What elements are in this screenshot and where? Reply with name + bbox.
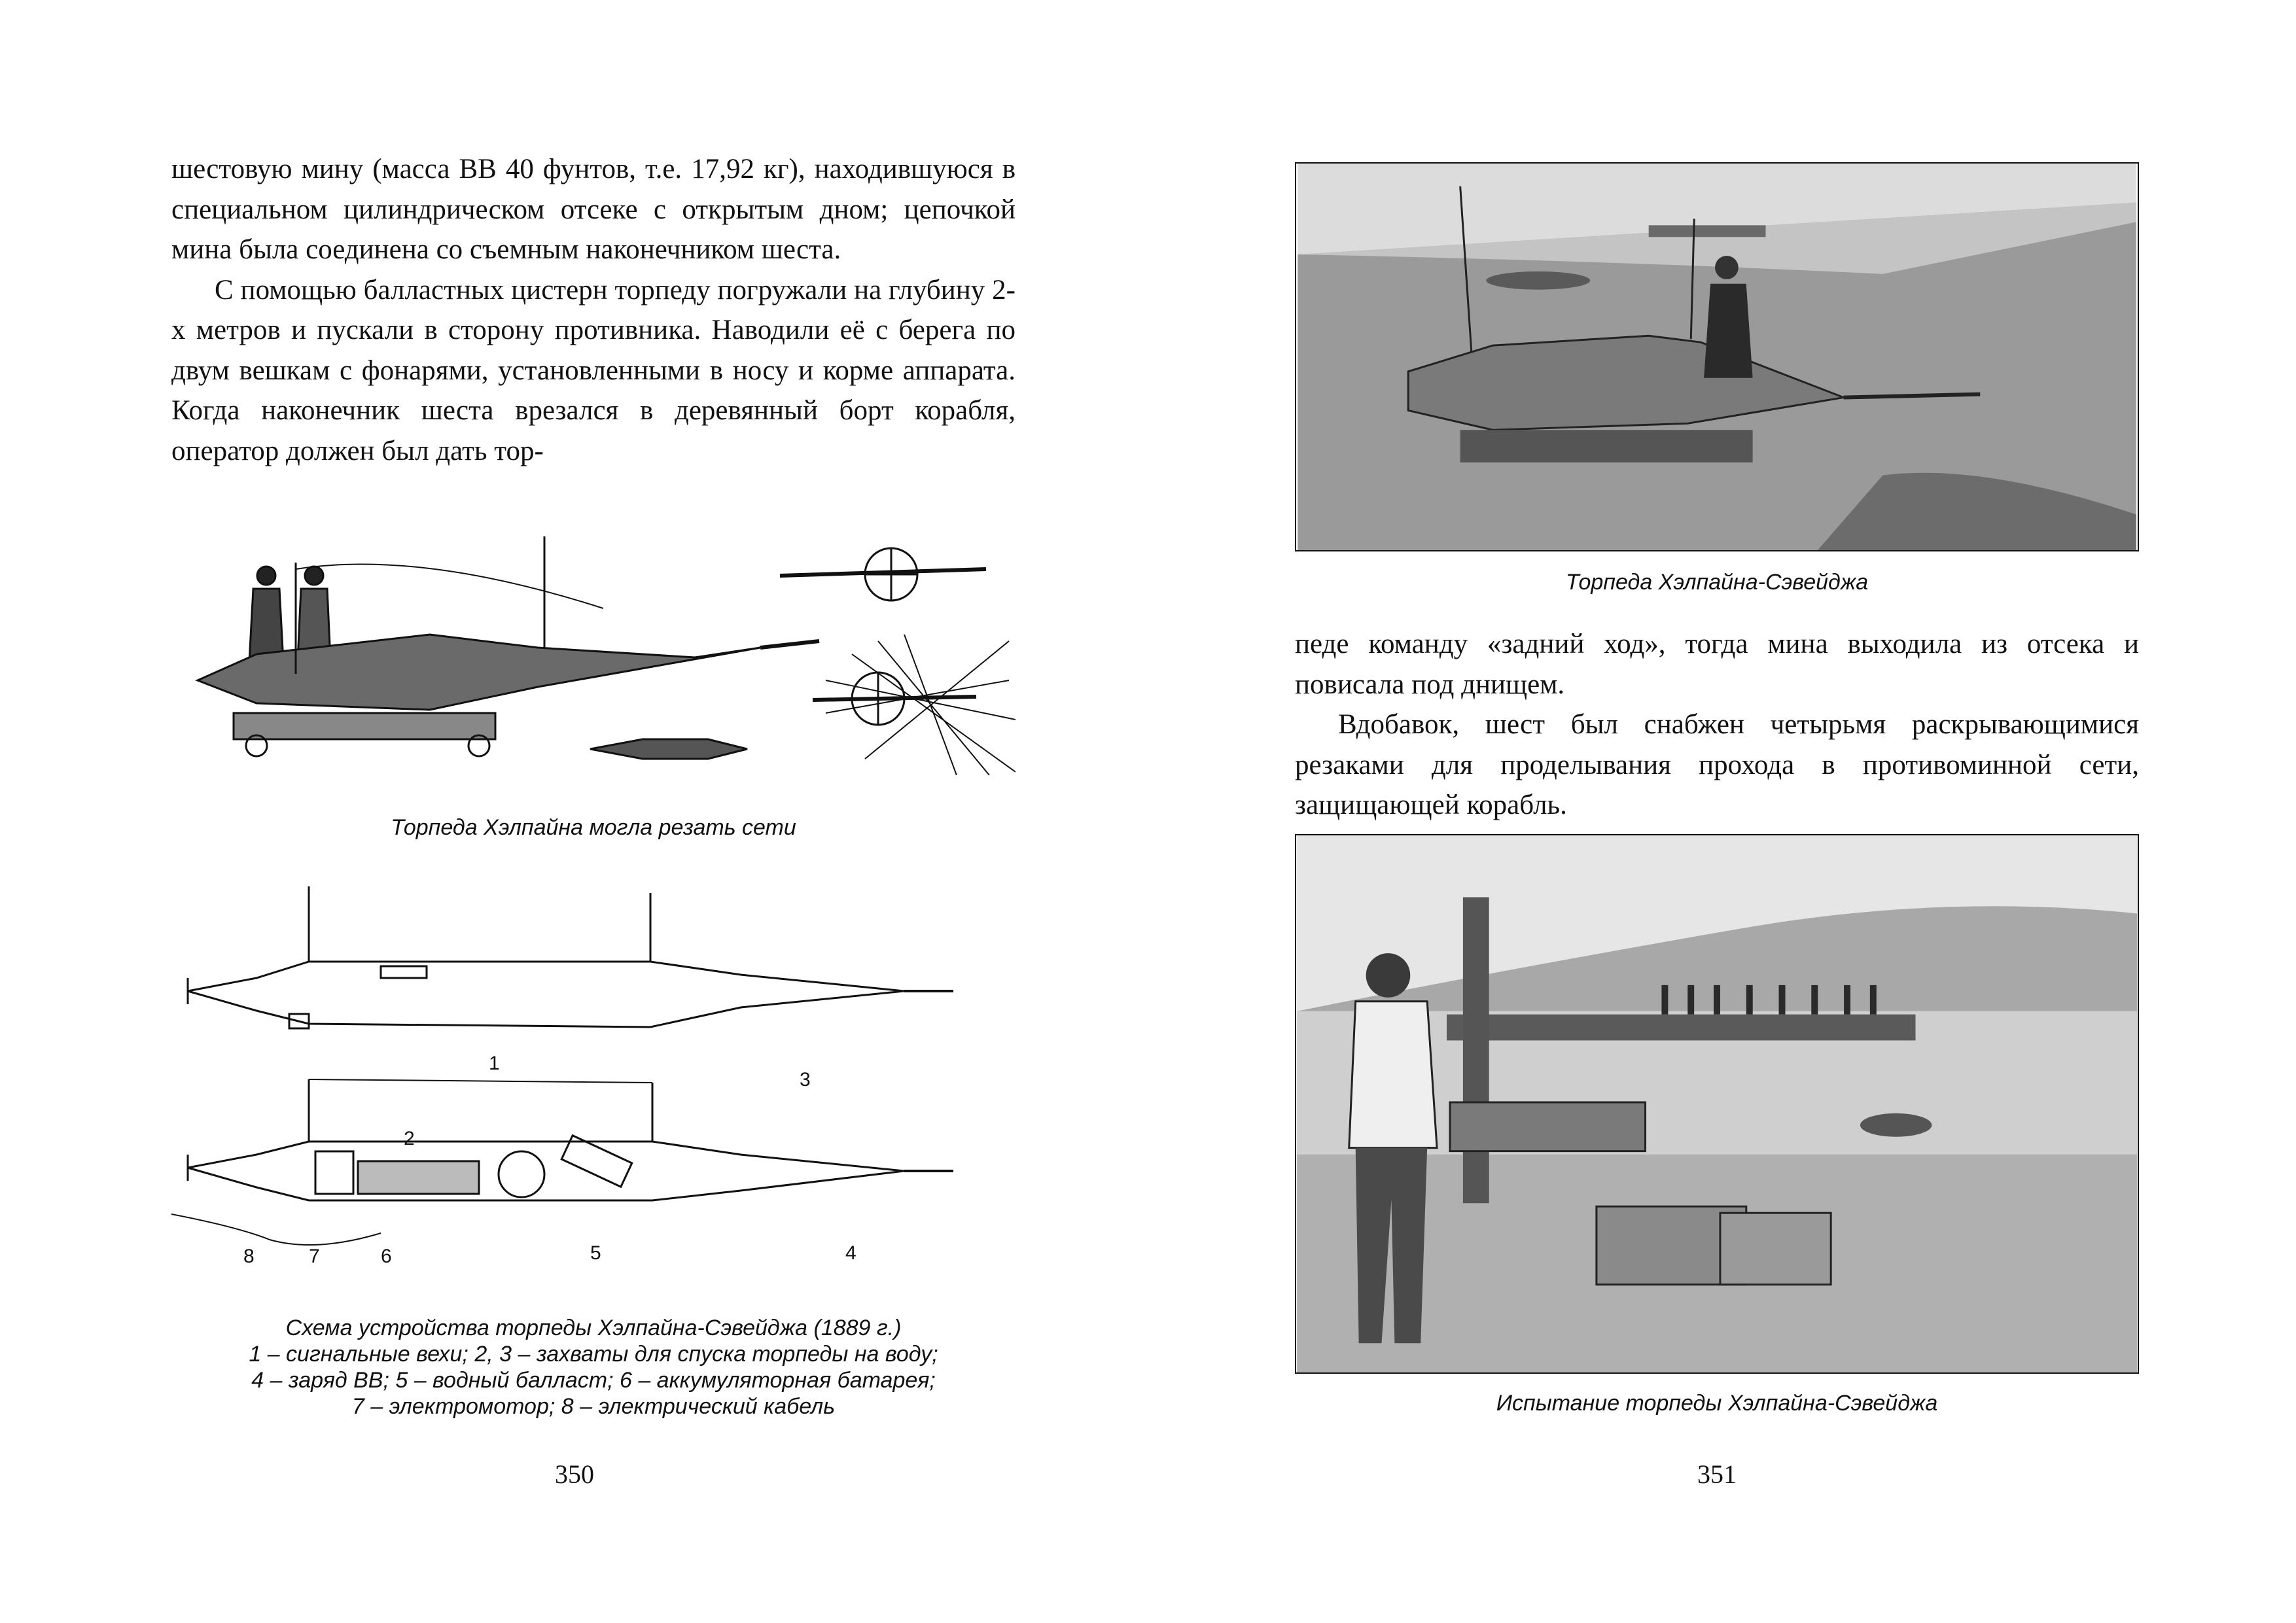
schematic-label-1: 1	[489, 1053, 500, 1074]
pier	[1447, 1015, 1916, 1041]
torpedo-net-cutter-illustration	[171, 523, 1016, 775]
torpedo-photo-drawing	[1296, 164, 2138, 550]
schematic-label-7: 7	[309, 1246, 320, 1267]
right-page	[1148, 0, 2296, 1623]
electromotor	[315, 1151, 353, 1194]
charge-compartment	[561, 1136, 632, 1187]
torpedo-photo	[1295, 162, 2139, 551]
schematic-label-2: 2	[404, 1128, 415, 1149]
figure-2-caption-line-3: 4 – заряд ВВ; 5 – водный балласт; 6 – аккумуляторная батарея;	[251, 1368, 936, 1393]
schematic-label-8: 8	[243, 1246, 255, 1267]
boat	[1860, 1113, 1932, 1137]
battery	[358, 1161, 479, 1194]
schematic-drawing	[171, 886, 1016, 1279]
schematic-label-3: 3	[800, 1069, 811, 1091]
spare-warhead	[590, 739, 747, 759]
photo-cradle	[1460, 430, 1753, 462]
torpedo-test-engraving	[1295, 834, 2139, 1374]
figure-2-caption-line-2: 1 – сигнальные вехи; 2, 3 – захваты для спуска торпеды на воду;	[249, 1342, 938, 1367]
left-body-text	[171, 149, 1016, 471]
engraving-caption: Испытание торпеды Хэлпайна-Сэвейджа	[1496, 1391, 1938, 1416]
signal-post	[1463, 898, 1489, 1204]
ballast-tank	[499, 1151, 544, 1197]
left-paragraph-2: С помощью балластных цистерн торпеду погружали на глубину 2-х метров и пускали в сторону противника. Наводили её с берега по двум вешкам с фонарями, установленными в носу и корме аппарата. Когда наконечник шеста врезался в деревянный борт корабля, оператор должен был дать тор-	[171, 274, 1016, 466]
schematic-label-4: 4	[845, 1242, 857, 1264]
left-paragraph-1: шестовую мину (масса ВВ 40 фунтов, т.е. 17,92 кг), находившуюся в специальном цилиндрическом отсеке с открытым дном; цепочкой мина была соединена со съемным наконечником шеста.	[171, 154, 1016, 265]
net-cutter-detail	[780, 548, 986, 725]
right-paragraph-2: Вдобавок, шест был снабжен четырьмя раскрывающимися резаками для проделывания прохода в противоминной сети, защищающей корабль.	[1295, 709, 2139, 820]
engraving-drawing	[1296, 835, 2138, 1372]
torpedo-net-cutter-drawing	[171, 523, 1016, 775]
figure-2-caption-line-4: 7 – электромотор; 8 – электрический кабель	[351, 1394, 836, 1419]
torpedo-side-view	[188, 886, 953, 1028]
electric-cable	[171, 1213, 381, 1245]
control-table	[1450, 1102, 1646, 1151]
schematic-label-6: 6	[381, 1246, 392, 1267]
launch-cradle	[234, 713, 495, 739]
right-paragraph-1: педе команду «задний ход», тогда мина выходила из отсека и повисала под днищем.	[1295, 629, 2139, 700]
page-number-left: 350	[555, 1459, 594, 1489]
figure-1-caption: Торпеда Хэлпайна могла резать сети	[391, 815, 796, 840]
right-body-text	[1295, 624, 2139, 826]
photo-caption: Торпеда Хэлпайна-Сэвейджа	[1565, 570, 1869, 595]
anti-torpedo-net	[826, 635, 1016, 775]
page-number-right: 351	[1697, 1459, 1737, 1489]
schematic-label-5: 5	[590, 1242, 601, 1264]
figure-2-caption-title: Схема устройства торпеды Хэлпайна-Сэвейджа (1889 г.)	[285, 1316, 902, 1340]
torpedo-cutaway-view	[171, 1079, 953, 1245]
rowboat	[1486, 271, 1590, 290]
figure-2-caption	[171, 1315, 1016, 1420]
torpedo-schematic	[171, 886, 1016, 1279]
